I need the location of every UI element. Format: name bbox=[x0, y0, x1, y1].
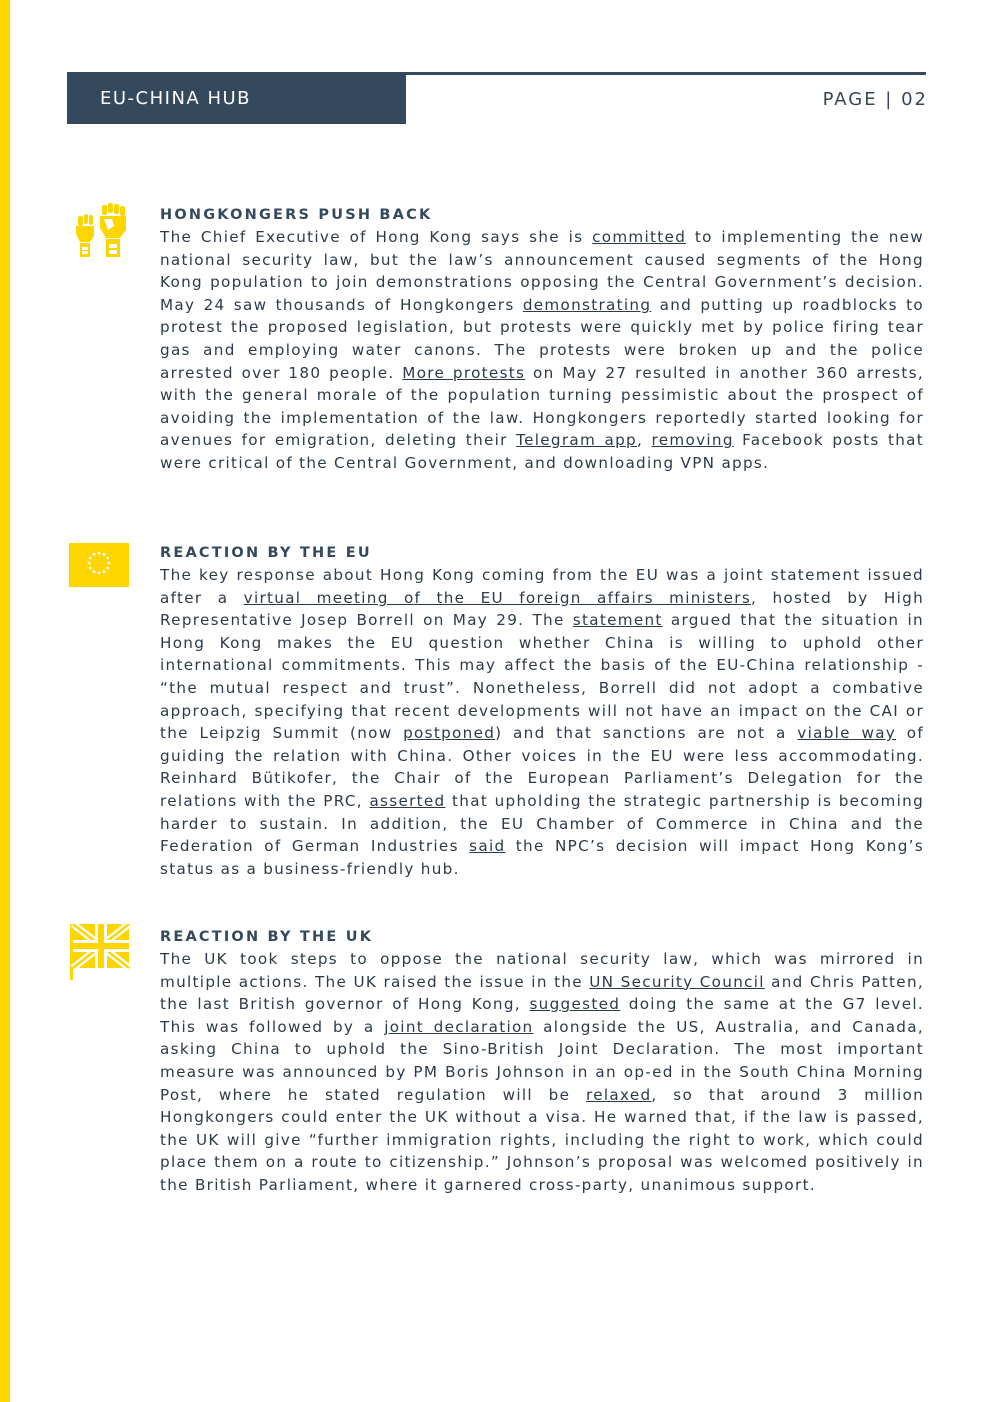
text-run: argued that the situation in Hong Kong makes the EU question whether China is willing to uphold other international commitments. This may affect the basis of the EU-China relationship - “the mutual respect and trust”. Nonetheless, Borrell did not adopt a combative approach, specifying that recent developments will not have an impact on the CAI or the Leipzig Summit (now bbox=[160, 611, 924, 743]
section-body bbox=[160, 200, 924, 475]
text-run: and Chris Patten, the last British governor of Hong Kong, bbox=[160, 972, 924, 1014]
text-run: , so that around 3 million Hongkongers could enter the UK without a visa. He warned that, if the law is passed, the UK will give “further immigration rights, including the right to work, which could place them on a route to citizenship.” Johnson’s proposal was welcomed positively in the British Parliament, where it garnered cross-party, unanimous support. bbox=[160, 1085, 924, 1194]
text-run: ) and that sanctions are not a bbox=[495, 724, 798, 743]
section-paragraph bbox=[160, 226, 924, 475]
section-heading: REACTION BY THE UK bbox=[160, 929, 374, 945]
link-virtual-meeting[interactable]: virtual meeting of the EU foreign affairs ministers bbox=[243, 588, 752, 607]
link-demonstrating[interactable]: demonstrating bbox=[522, 295, 652, 314]
link-postponed[interactable]: postponed bbox=[403, 724, 496, 743]
section-paragraph bbox=[160, 564, 924, 880]
link-viable-way[interactable]: viable way bbox=[797, 724, 897, 743]
text-run: , bbox=[637, 431, 652, 450]
text-run: and putting up roadblocks to protest the proposed legislation, but protests were quickly met by police firing tear gas and employing water canons. The protests were broken up and the police arrested over 180 people. bbox=[160, 295, 924, 382]
section-paragraph bbox=[160, 948, 924, 1197]
text-run: on May 27 resulted in another 360 arrests, with the general morale of the population turning pessimistic about the prospect of avoiding the implementation of the law. Hongkongers reportedly started looking for avenues for emigration, deleting their bbox=[160, 363, 924, 450]
link-suggested[interactable]: suggested bbox=[529, 995, 621, 1014]
text-run: doing the same at the G7 level. This was followed by a bbox=[160, 995, 924, 1036]
uk-flag-icon bbox=[70, 924, 130, 984]
link-relaxed[interactable]: relaxed bbox=[586, 1085, 652, 1104]
section-body bbox=[160, 924, 924, 1197]
text-run: that upholding the strategic partnership is becoming harder to sustain. In addition, the EU Chamber of Commerce in China and the Federation of German Industries bbox=[160, 791, 925, 856]
link-committed[interactable]: committed bbox=[592, 228, 687, 246]
text-run: the NPC’s decision will impact Hong Kong’s status as a business-friendly hub. bbox=[160, 837, 924, 878]
left-accent-stripe bbox=[0, 0, 10, 1402]
text-run: Facebook posts that were critical of the Central Government, and downloading VPN apps. bbox=[160, 431, 924, 472]
section-body bbox=[160, 540, 924, 880]
eu-flag-icon bbox=[69, 543, 129, 591]
link-statement[interactable]: statement bbox=[572, 611, 663, 630]
text-run: The UK took steps to oppose the national security law, which was mirrored in multiple actions. The UK raised the issue in the bbox=[160, 950, 924, 991]
text-run: alongside the US, Australia, and Canada, asking China to uphold the Sino-British Joint Declaration. The most important measure was announced by PM Boris Johnson in an op-ed in the South China Morning Post, where he stated regulation will be bbox=[160, 1017, 924, 1104]
link-telegram-app[interactable]: Telegram app bbox=[516, 431, 637, 450]
text-run: The Chief Executive of Hong Kong says she is bbox=[160, 228, 593, 246]
link-joint-declaration[interactable]: joint declaration bbox=[384, 1017, 534, 1036]
section-heading: HONGKONGERS PUSH BACK bbox=[160, 207, 433, 223]
section-heading: REACTION BY THE EU bbox=[160, 545, 372, 561]
page-number: PAGE | 02 bbox=[822, 89, 928, 110]
link-more-protests[interactable]: More protests bbox=[402, 363, 526, 382]
link-said[interactable]: said bbox=[469, 837, 506, 856]
text-run: of guiding the relation with China. Other voices in the EU were less accommodating. Reinhard Bütikofer, the Chair of the European Parliament’s Delegation for the relations with the PRC, bbox=[160, 724, 925, 810]
header-banner bbox=[67, 72, 406, 124]
link-un-security-council[interactable]: UN Security Council bbox=[589, 972, 765, 991]
text-run: , hosted by High Representative Josep Borrell on May 29. The bbox=[160, 588, 924, 630]
link-removing[interactable]: removing bbox=[651, 431, 734, 450]
header-rule bbox=[406, 72, 926, 75]
text-run: to implementing the new national security law, but the law’s announcement caused segments of the Hong Kong population to join demonstrations opposing the Central Government’s decision. May 24 saw thousands of Hongkongers bbox=[160, 228, 924, 314]
raised-fists-icon bbox=[74, 202, 128, 262]
text-run: The key response about Hong Kong coming from the EU was a joint statement issued after a bbox=[160, 566, 924, 607]
link-asserted[interactable]: asserted bbox=[369, 791, 446, 810]
header-title: EU-CHINA HUB bbox=[100, 87, 252, 109]
